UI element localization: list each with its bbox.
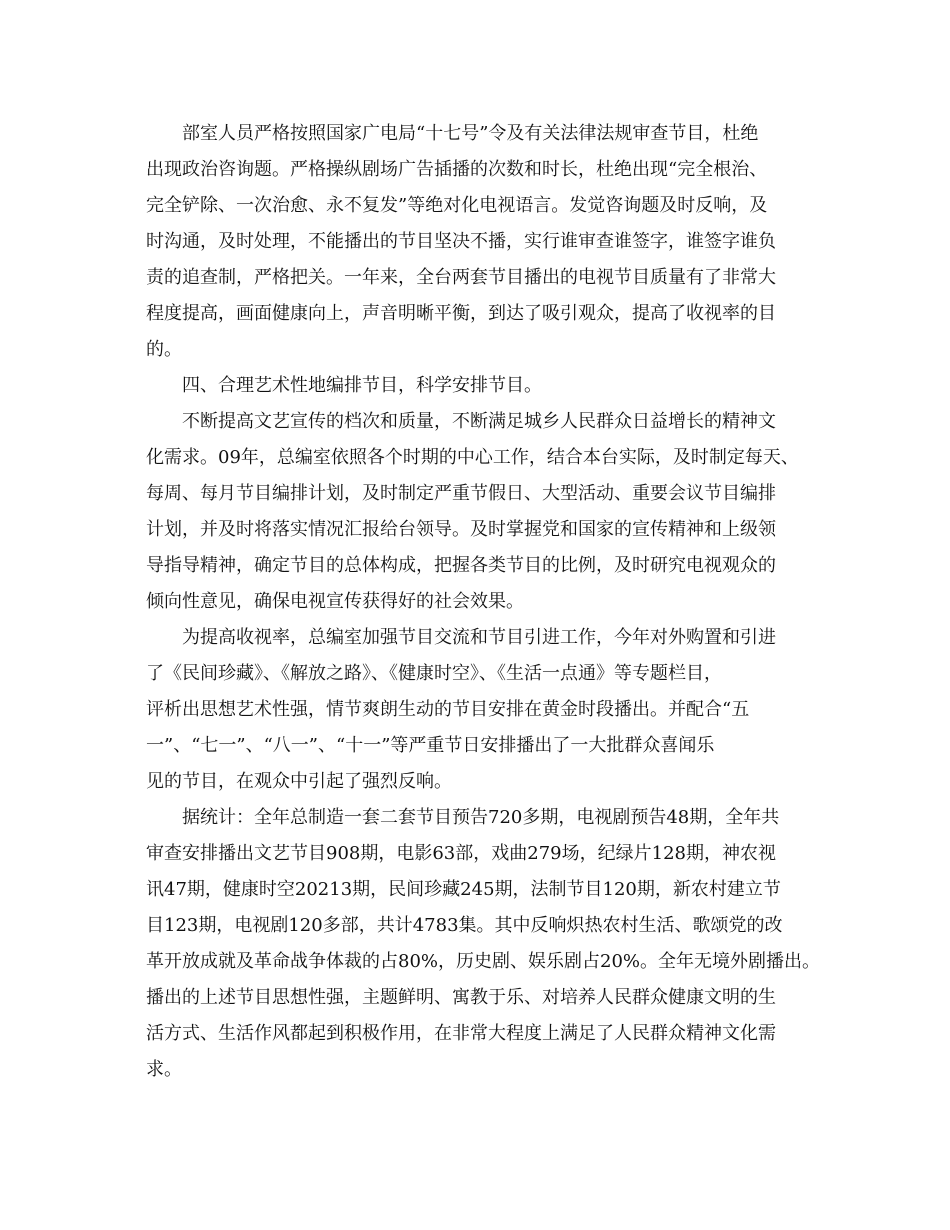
- paragraph-2-line-1: 不断提高文艺宣传的档次和质量，不断满足城乡人民群众日益增长的精神文: [182, 411, 776, 432]
- paragraph-4-line-1: 据统计：全年总制造一套二套节目预告720多期，电视剧预告48期，全年共: [182, 807, 780, 828]
- paragraph-3-line-3: 评析出思想艺术性强，情节爽朗生动的节目安排在黄金时段播出。并配合“五: [146, 699, 750, 720]
- paragraph-4-line-5: 革开放成就及革命战争体裁的占80%，历史剧、娱乐剧占20%。全年无境外剧播出。: [146, 951, 821, 972]
- paragraph-4-line-6: 播出的上述节目思想性强，主题鲜明、寓教于乐、对培养人民群众健康文明的生: [146, 987, 776, 1008]
- paragraph-1-line-4: 时沟通，及时处理，不能播出的节目坚决不播，实行谁审查谁签字，谁签字谁负: [146, 231, 776, 252]
- paragraph-2-line-3: 每周、每月节目编排计划，及时制定严重节假日、大型活动、重要会议节目编排: [146, 483, 776, 504]
- paragraph-3-line-1: 为提高收视率，总编室加强节目交流和节目引进工作，今年对外购置和引进: [182, 627, 776, 648]
- paragraph-4-line-8: 求。: [146, 1059, 182, 1080]
- paragraph-2-line-6: 倾向性意见，确保电视宣传获得好的社会效果。: [146, 591, 524, 612]
- paragraph-3-line-4: 一”、“七一”、“八一”、“十一”等严重节日安排播出了一大批群众喜闻乐: [146, 735, 715, 756]
- paragraph-1-line-5: 责的追查制，严格把关。一年来，全台两套节目播出的电视节目质量有了非常大: [146, 267, 776, 288]
- paragraph-1-line-6: 程度提高，画面健康向上，声音明晰平衡，到达了吸引观众，提高了收视率的目: [146, 303, 776, 324]
- paragraph-4-line-3: 讯47期，健康时空20213期，民间珍藏245期，法制节目120期，新农村建立节: [146, 879, 781, 900]
- paragraph-1-line-1: 部室人员严格按照国家广电局“十七号”令及有关法律法规审查节目，杜绝: [182, 123, 759, 144]
- paragraph-4-line-4: 目123期，电视剧120多部，共计4783集。其中反响炽热农村生活、歌颂党的改: [146, 915, 783, 936]
- paragraph-2-line-5: 导指导精神，确定节目的总体构成，把握各类节目的比例，及时研究电视观众的: [146, 555, 776, 576]
- paragraph-1-line-7: 的。: [146, 339, 182, 360]
- paragraph-4-line-7: 活方式、生活作风都起到积极作用，在非常大程度上满足了人民群众精神文化需: [146, 1023, 776, 1044]
- paragraph-3-line-5: 见的节目，在观众中引起了强烈反响。: [146, 771, 452, 792]
- paragraph-4-line-2: 审查安排播出文艺节目908期，电影63部，戏曲279场，纪绿片128期，神农视: [146, 843, 776, 864]
- paragraph-3-line-2: 了《民间珍藏》、《解放之路》、《健康时空》、《生活一点通》等专题栏目，: [146, 663, 722, 684]
- section-heading: 四、合理艺术性地编排节目，科学安排节目。: [182, 375, 542, 396]
- paragraph-2-line-2: 化需求。09年，总编室依照各个时期的中心工作，结合本台实际，及时制定每天、: [146, 447, 799, 468]
- paragraph-1-line-2: 出现政治咨询题。严格操纵剧场广告插播的次数和时长，杜绝出现“完全根治、: [146, 159, 768, 180]
- paragraph-2-line-4: 计划，并及时将落实情况汇报给台领导。及时掌握党和国家的宣传精神和上级领: [146, 519, 776, 540]
- document-body: [146, 116, 826, 1088]
- paragraph-1-line-3: 完全铲除、一次治愈、永不复发”等绝对化电视语言。发觉咨询题及时反响，及: [146, 195, 768, 216]
